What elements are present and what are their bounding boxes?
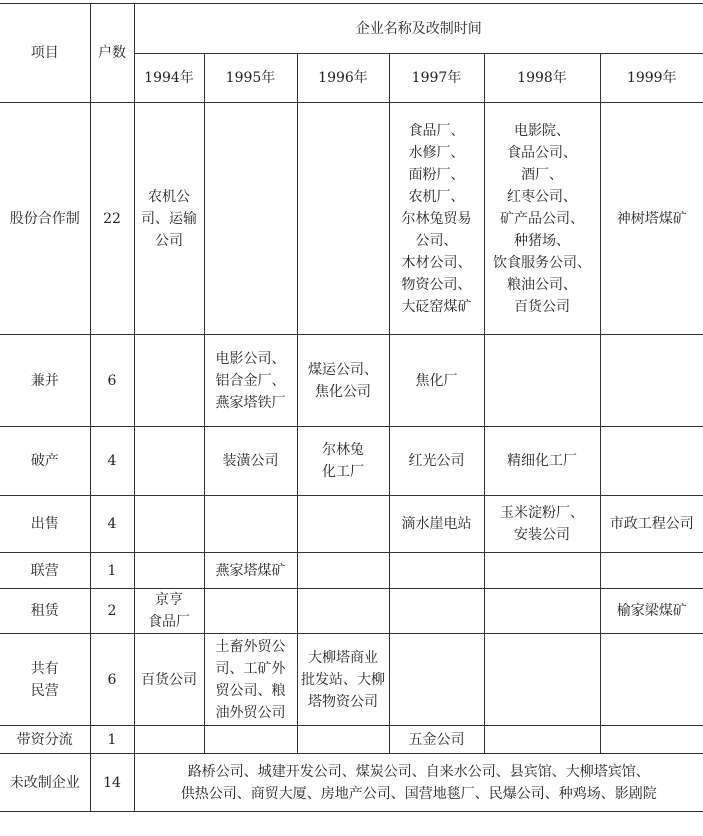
row-count: 1 bbox=[90, 553, 134, 589]
header-row-group bbox=[0, 4, 703, 54]
row-item bbox=[0, 496, 90, 553]
cell-1996 bbox=[297, 496, 389, 553]
row-count: 1 bbox=[90, 726, 134, 754]
cell-line: 焦化厂 bbox=[415, 372, 458, 389]
cell-1996-lines bbox=[301, 647, 385, 713]
cell-1996 bbox=[297, 726, 389, 754]
cell-line: 神树塔煤矿 bbox=[616, 210, 687, 227]
cell-1997-lines bbox=[402, 120, 472, 318]
cell-line: 联营 bbox=[30, 562, 59, 579]
unreformed-list-lines bbox=[181, 761, 657, 805]
cell-line: 食品厂、 bbox=[408, 122, 465, 139]
cell-line: 供热公司、商贸大厦、房地产公司、国营地毯厂、民爆公司、种鸡场、影剧院 bbox=[180, 785, 657, 802]
cell-1995 bbox=[204, 496, 297, 553]
cell-1994 bbox=[134, 726, 204, 754]
unreformed-row bbox=[0, 754, 703, 812]
row-item bbox=[0, 634, 90, 726]
cell-line: 土畜外贸公 bbox=[215, 638, 286, 655]
cell-1996 bbox=[297, 335, 389, 427]
cell-1994 bbox=[134, 103, 204, 335]
cell-line: 酒厂、 bbox=[521, 166, 563, 183]
cell-1999-lines bbox=[617, 600, 687, 622]
row-item-lines bbox=[31, 513, 59, 535]
cell-1996 bbox=[297, 589, 389, 634]
cell-line: 矿产品公司、 bbox=[500, 210, 584, 227]
cell-line: 大柳塔商业 bbox=[308, 649, 378, 666]
cell-1995-lines bbox=[216, 636, 286, 724]
header-year-1994: 1994年 bbox=[134, 54, 204, 103]
cell-1995 bbox=[204, 553, 297, 589]
cell-line: 粮油公司、 bbox=[507, 276, 577, 293]
cell-1995-lines bbox=[216, 560, 286, 582]
cell-1997 bbox=[389, 103, 484, 335]
enterprise-reform-table bbox=[0, 3, 703, 812]
cell-line: 兼并 bbox=[30, 372, 59, 389]
header-item: 项目 bbox=[0, 4, 90, 103]
cell-1997 bbox=[389, 553, 484, 589]
cell-1994 bbox=[134, 496, 204, 553]
table-row bbox=[0, 634, 703, 726]
table-row bbox=[0, 103, 703, 335]
row-count: 6 bbox=[90, 335, 134, 427]
cell-1997 bbox=[389, 634, 484, 726]
cell-line: 饮食服务公司、 bbox=[493, 254, 591, 271]
cell-line: 玉米淀粉厂、 bbox=[500, 505, 584, 521]
cell-1999 bbox=[600, 726, 703, 754]
cell-1999 bbox=[600, 496, 703, 553]
cell-line: 百货公司 bbox=[514, 298, 570, 315]
table-row bbox=[0, 427, 703, 496]
cell-1998 bbox=[484, 335, 600, 427]
row-item bbox=[0, 726, 90, 754]
cell-line: 司、工矿外 bbox=[215, 660, 286, 677]
row-item bbox=[0, 427, 90, 496]
row-item-lines bbox=[31, 658, 59, 702]
header-group: 企业名称及改制时间 bbox=[134, 4, 703, 54]
cell-1996-lines bbox=[308, 359, 378, 403]
row-item-lines bbox=[31, 370, 59, 392]
cell-line: 燕家塔铁厂 bbox=[215, 394, 286, 411]
cell-line: 煤运公司、 bbox=[308, 361, 378, 378]
cell-1994-lines bbox=[141, 186, 197, 252]
unreformed-count: 14 bbox=[90, 754, 134, 812]
row-count: 4 bbox=[90, 427, 134, 496]
cell-1997 bbox=[389, 335, 484, 427]
cell-1999 bbox=[600, 634, 703, 726]
cell-line: 物资公司、 bbox=[401, 276, 472, 293]
table-row bbox=[0, 589, 703, 634]
cell-1998 bbox=[484, 496, 600, 553]
cell-1997-lines bbox=[409, 729, 465, 751]
row-item bbox=[0, 553, 90, 589]
cell-line: 红光公司 bbox=[408, 453, 465, 469]
cell-1997 bbox=[389, 726, 484, 754]
row-item bbox=[0, 589, 90, 634]
cell-1994 bbox=[134, 589, 204, 634]
cell-line: 市政工程公司 bbox=[609, 516, 694, 532]
cell-1996-lines bbox=[322, 439, 364, 483]
cell-line: 油外贸公司 bbox=[215, 704, 286, 721]
cell-1997 bbox=[389, 496, 484, 553]
cell-line: 农机厂、 bbox=[408, 188, 465, 205]
cell-line: 电影公司、 bbox=[215, 350, 286, 367]
cell-1995 bbox=[204, 335, 297, 427]
cell-line: 塔物资公司 bbox=[308, 693, 378, 710]
cell-line: 出售 bbox=[30, 516, 59, 532]
row-item-lines bbox=[17, 729, 73, 751]
cell-1997 bbox=[389, 589, 484, 634]
cell-line: 榆家梁煤矿 bbox=[616, 603, 687, 619]
cell-line: 租赁 bbox=[30, 603, 59, 619]
cell-line: 大砭窑煤矿 bbox=[401, 298, 472, 315]
table-row bbox=[0, 726, 703, 754]
cell-1998 bbox=[484, 103, 600, 335]
cell-1995 bbox=[204, 634, 297, 726]
cell-line: 公司 bbox=[155, 232, 183, 249]
row-count: 6 bbox=[90, 634, 134, 726]
cell-1995 bbox=[204, 427, 297, 496]
cell-line: 红枣公司、 bbox=[507, 188, 577, 205]
cell-1994 bbox=[134, 634, 204, 726]
cell-line: 安装公司 bbox=[514, 527, 570, 543]
cell-1994 bbox=[134, 427, 204, 496]
row-item-lines bbox=[31, 450, 59, 472]
cell-1999 bbox=[600, 103, 703, 335]
cell-line: 贸公司、粮 bbox=[215, 682, 286, 699]
row-item bbox=[0, 103, 90, 335]
table-row bbox=[0, 496, 703, 553]
cell-line: 焦化公司 bbox=[315, 383, 371, 400]
cell-1997-lines bbox=[416, 370, 458, 392]
row-item bbox=[0, 335, 90, 427]
cell-1996 bbox=[297, 103, 389, 335]
row-count: 22 bbox=[90, 103, 134, 335]
row-count: 4 bbox=[90, 496, 134, 553]
cell-line: 水修厂、 bbox=[408, 144, 465, 161]
cell-1994 bbox=[134, 335, 204, 427]
cell-line: 精细化工厂 bbox=[507, 453, 577, 469]
header-year-1999: 1999年 bbox=[600, 54, 703, 103]
cell-1995 bbox=[204, 726, 297, 754]
cell-line: 共有 bbox=[30, 660, 59, 677]
cell-1994 bbox=[134, 553, 204, 589]
cell-line: 股份合作制 bbox=[9, 210, 80, 227]
cell-line: 带资分流 bbox=[16, 731, 73, 748]
cell-1999 bbox=[600, 589, 703, 634]
cell-line: 燕家塔煤矿 bbox=[215, 562, 286, 579]
cell-line: 百货公司 bbox=[141, 671, 197, 688]
cell-line: 司、运输 bbox=[141, 210, 197, 227]
cell-line: 公司、 bbox=[415, 232, 458, 249]
row-count: 2 bbox=[90, 589, 134, 634]
unreformed-list bbox=[134, 754, 703, 812]
cell-line: 滴水崖电站 bbox=[401, 516, 472, 532]
cell-line: 化工厂 bbox=[322, 464, 364, 480]
cell-line: 破产 bbox=[30, 453, 59, 469]
header-year-1998: 1998年 bbox=[484, 54, 600, 103]
table-row bbox=[0, 335, 703, 427]
cell-line: 铝合金厂、 bbox=[215, 372, 286, 389]
cell-1998 bbox=[484, 726, 600, 754]
cell-line: 木材公司、 bbox=[401, 254, 472, 271]
cell-line: 面粉厂、 bbox=[408, 166, 465, 183]
cell-1998 bbox=[484, 427, 600, 496]
cell-1999-lines bbox=[617, 208, 687, 230]
cell-1997-lines bbox=[409, 450, 465, 472]
table-row bbox=[0, 553, 703, 589]
cell-1997-lines bbox=[402, 513, 472, 535]
row-item-lines bbox=[31, 560, 59, 582]
cell-1995 bbox=[204, 103, 297, 335]
cell-line: 装潢公司 bbox=[222, 453, 279, 469]
header-year-1996: 1996年 bbox=[297, 54, 389, 103]
cell-1998 bbox=[484, 553, 600, 589]
cell-1999 bbox=[600, 553, 703, 589]
cell-1999 bbox=[600, 335, 703, 427]
cell-1996 bbox=[297, 553, 389, 589]
cell-1995-lines bbox=[223, 450, 279, 472]
header-year-1997: 1997年 bbox=[389, 54, 484, 103]
cell-1998 bbox=[484, 589, 600, 634]
cell-1998-lines bbox=[507, 450, 577, 472]
cell-line: 尔林兔贸易 bbox=[401, 210, 472, 227]
cell-line: 路桥公司、城建开发公司、煤炭公司、自来水公司、县宾馆、大柳塔宾馆、 bbox=[187, 763, 650, 780]
cell-line: 农机公 bbox=[148, 188, 190, 205]
cell-line: 尔林兔 bbox=[322, 442, 364, 458]
cell-1999 bbox=[600, 427, 703, 496]
cell-1995-lines bbox=[216, 348, 286, 414]
cell-line: 食品厂 bbox=[148, 614, 190, 630]
cell-line: 京亨 bbox=[155, 592, 183, 608]
cell-line: 五金公司 bbox=[408, 731, 465, 748]
unreformed-item: 未改制企业 bbox=[0, 754, 90, 812]
cell-1997 bbox=[389, 427, 484, 496]
cell-line: 批发站、大柳 bbox=[301, 671, 385, 688]
cell-1996 bbox=[297, 427, 389, 496]
header-count: 户数 bbox=[90, 4, 134, 103]
cell-1996 bbox=[297, 634, 389, 726]
cell-1994-lines bbox=[141, 669, 197, 691]
cell-1998-lines bbox=[493, 120, 591, 318]
header-year-1995: 1995年 bbox=[204, 54, 297, 103]
row-item-lines bbox=[31, 600, 59, 622]
cell-1998 bbox=[484, 634, 600, 726]
cell-1995 bbox=[204, 589, 297, 634]
cell-line: 食品公司、 bbox=[507, 144, 577, 161]
cell-1998-lines bbox=[500, 502, 584, 546]
cell-line: 电影院、 bbox=[514, 122, 570, 139]
cell-line: 种猪场、 bbox=[514, 232, 570, 249]
cell-line: 民营 bbox=[30, 682, 59, 699]
row-item-lines bbox=[10, 208, 80, 230]
cell-1994-lines bbox=[148, 589, 190, 633]
cell-1999-lines bbox=[610, 513, 694, 535]
